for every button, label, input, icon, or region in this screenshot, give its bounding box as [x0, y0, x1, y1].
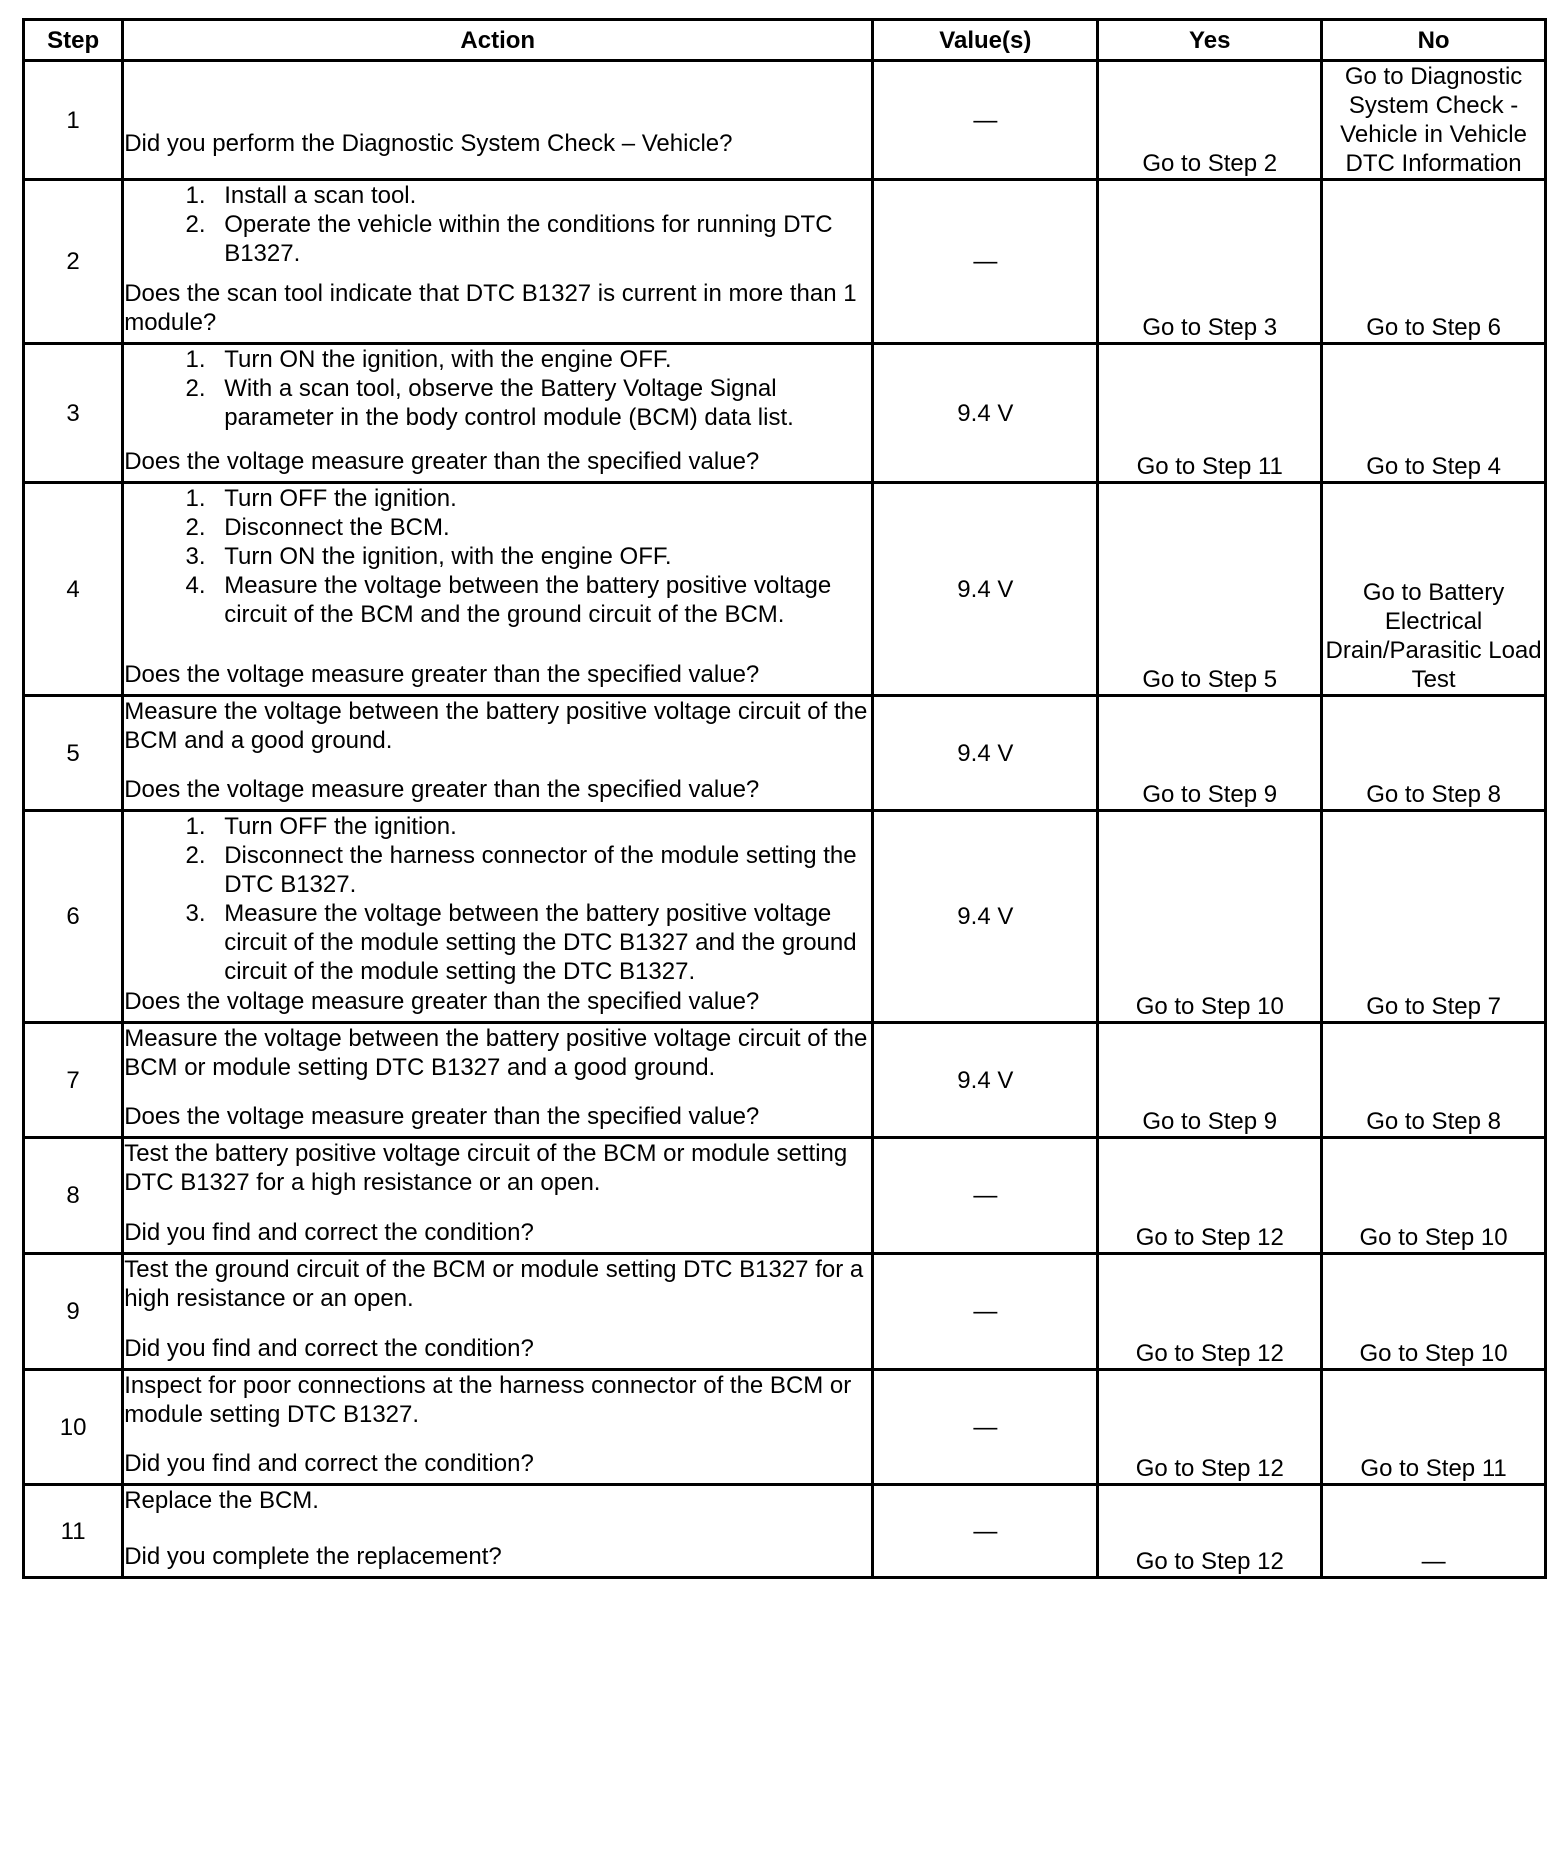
table-row	[24, 483, 1546, 696]
value-cell: 9.4 V	[873, 1023, 1098, 1138]
action-instructions	[124, 1486, 871, 1515]
action-instructions	[124, 345, 871, 432]
no-outcome: Go to Step 8	[1322, 1023, 1546, 1138]
table-row	[24, 344, 1546, 483]
no-outcome: Go to Step 4	[1322, 344, 1546, 483]
action-intro: Measure the voltage between the battery positive voltage circuit of the BCM or module setting DTC B1327 and a good ground.	[124, 1025, 868, 1081]
no-outcome: Go to Diagnostic System Check - Vehicle in Vehicle DTC Information	[1322, 61, 1546, 180]
action-question: Did you find and correct the condition?	[124, 1335, 534, 1362]
step-number: 6	[24, 811, 123, 1023]
action-cell	[123, 811, 873, 1023]
action-intro: Inspect for poor connections at the harness connector of the BCM or module setting DTC B1327.	[124, 1372, 852, 1428]
action-cell	[123, 1485, 873, 1578]
header-action: Action	[123, 20, 873, 61]
no-outcome: Go to Battery Electrical Drain/Parasitic Load Test	[1322, 483, 1546, 696]
value-cell: —	[873, 1138, 1098, 1254]
step-number: 2	[24, 180, 123, 344]
table-row	[24, 180, 1546, 344]
action-instructions	[124, 812, 871, 986]
step-number: 11	[24, 1485, 123, 1578]
action-cell	[123, 1370, 873, 1485]
action-question: Did you find and correct the condition?	[124, 1219, 534, 1246]
action-question: Does the scan tool indicate that DTC B1327 is current in more than 1 module?	[124, 280, 857, 336]
procedure-item: 1. Turn ON the ignition, with the engine OFF.	[212, 345, 871, 374]
table-row	[24, 1370, 1546, 1485]
no-outcome: Go to Step 11	[1322, 1370, 1546, 1485]
action-intro: Test the ground circuit of the BCM or module setting DTC B1327 for a high resistance or an open.	[124, 1256, 864, 1312]
table-row	[24, 1138, 1546, 1254]
table-row	[24, 811, 1546, 1023]
action-question: Does the voltage measure greater than the specified value?	[124, 988, 760, 1015]
procedure-item: 1. Turn OFF the ignition.	[212, 812, 871, 841]
action-cell	[123, 1023, 873, 1138]
value-cell: —	[873, 1370, 1098, 1485]
no-outcome: Go to Step 10	[1322, 1138, 1546, 1254]
yes-outcome: Go to Step 11	[1098, 344, 1322, 483]
action-question: Does the voltage measure greater than the specified value?	[124, 776, 760, 803]
procedure-item: 1. Turn OFF the ignition.	[212, 484, 871, 513]
procedure-item: 2. Disconnect the BCM.	[212, 513, 871, 542]
header-no: No	[1322, 20, 1546, 61]
step-number: 4	[24, 483, 123, 696]
action-cell	[123, 61, 873, 180]
step-number: 9	[24, 1254, 123, 1370]
header-values: Value(s)	[873, 20, 1098, 61]
procedure-list	[124, 345, 871, 432]
action-question: Did you complete the replacement?	[124, 1543, 502, 1570]
value-cell: —	[873, 61, 1098, 180]
no-outcome: Go to Step 10	[1322, 1254, 1546, 1370]
action-instructions	[124, 484, 871, 629]
action-intro: Measure the voltage between the battery positive voltage circuit of the BCM and a good ground.	[124, 698, 868, 754]
action-question: Does the voltage measure greater than the specified value?	[124, 661, 760, 688]
yes-outcome: Go to Step 9	[1098, 1023, 1322, 1138]
yes-outcome: Go to Step 2	[1098, 61, 1322, 180]
action-instructions	[124, 1024, 871, 1082]
no-outcome: Go to Step 6	[1322, 180, 1546, 344]
header-step: Step	[24, 20, 123, 61]
action-instructions	[124, 1139, 871, 1197]
action-cell	[123, 696, 873, 811]
value-cell: —	[873, 1254, 1098, 1370]
yes-outcome: Go to Step 5	[1098, 483, 1322, 696]
procedure-item: 2. Disconnect the harness connector of the module setting the DTC B1327.	[212, 841, 871, 899]
procedure-list	[124, 181, 871, 268]
action-question: Did you perform the Diagnostic System Check – Vehicle?	[124, 130, 733, 157]
header-yes: Yes	[1098, 20, 1322, 61]
action-cell	[123, 1254, 873, 1370]
table-body	[24, 61, 1546, 1578]
table-row	[24, 696, 1546, 811]
yes-outcome: Go to Step 3	[1098, 180, 1322, 344]
table-row	[24, 61, 1546, 180]
action-intro: Replace the BCM.	[124, 1487, 319, 1514]
action-question: Does the voltage measure greater than the specified value?	[124, 448, 760, 475]
table-row	[24, 1485, 1546, 1578]
action-instructions	[124, 697, 871, 755]
value-cell: —	[873, 180, 1098, 344]
header-row	[24, 20, 1546, 61]
action-cell	[123, 483, 873, 696]
action-instructions	[124, 1255, 871, 1313]
value-cell: 9.4 V	[873, 483, 1098, 696]
action-question: Does the voltage measure greater than the specified value?	[124, 1103, 760, 1130]
no-outcome: Go to Step 7	[1322, 811, 1546, 1023]
action-instructions	[124, 181, 871, 268]
procedure-item: 2. Operate the vehicle within the conditions for running DTC B1327.	[212, 210, 871, 268]
step-number: 7	[24, 1023, 123, 1138]
diagnostic-table	[22, 18, 1547, 1579]
yes-outcome: Go to Step 12	[1098, 1485, 1322, 1578]
no-outcome: Go to Step 8	[1322, 696, 1546, 811]
yes-outcome: Go to Step 12	[1098, 1254, 1322, 1370]
table-row	[24, 1254, 1546, 1370]
step-number: 10	[24, 1370, 123, 1485]
table-row	[24, 1023, 1546, 1138]
value-cell: 9.4 V	[873, 344, 1098, 483]
action-instructions	[124, 1371, 871, 1429]
action-cell	[123, 1138, 873, 1254]
action-intro: Test the battery positive voltage circuit of the BCM or module setting DTC B1327 for a high resistance or an open.	[124, 1140, 848, 1196]
action-cell	[123, 344, 873, 483]
yes-outcome: Go to Step 10	[1098, 811, 1322, 1023]
step-number: 5	[24, 696, 123, 811]
value-cell: 9.4 V	[873, 696, 1098, 811]
yes-outcome: Go to Step 9	[1098, 696, 1322, 811]
value-cell: —	[873, 1485, 1098, 1578]
procedure-item: 3. Turn ON the ignition, with the engine OFF.	[212, 542, 871, 571]
action-question: Did you find and correct the condition?	[124, 1450, 534, 1477]
value-cell: 9.4 V	[873, 811, 1098, 1023]
step-number: 8	[24, 1138, 123, 1254]
procedure-item: 3. Measure the voltage between the battery positive voltage circuit of the module setting the DTC B1327 and the ground circuit of the module setting the DTC B1327.	[212, 899, 871, 986]
no-outcome: —	[1322, 1485, 1546, 1578]
procedure-item: 2. With a scan tool, observe the Battery Voltage Signal parameter in the body control module (BCM) data list.	[212, 374, 871, 432]
action-cell	[123, 180, 873, 344]
yes-outcome: Go to Step 12	[1098, 1370, 1322, 1485]
procedure-item: 1. Install a scan tool.	[212, 181, 871, 210]
step-number: 3	[24, 344, 123, 483]
step-number: 1	[24, 61, 123, 180]
procedure-item: 4. Measure the voltage between the battery positive voltage circuit of the BCM and the ground circuit of the BCM.	[212, 571, 871, 629]
procedure-list	[124, 484, 871, 629]
procedure-list	[124, 812, 871, 986]
yes-outcome: Go to Step 12	[1098, 1138, 1322, 1254]
